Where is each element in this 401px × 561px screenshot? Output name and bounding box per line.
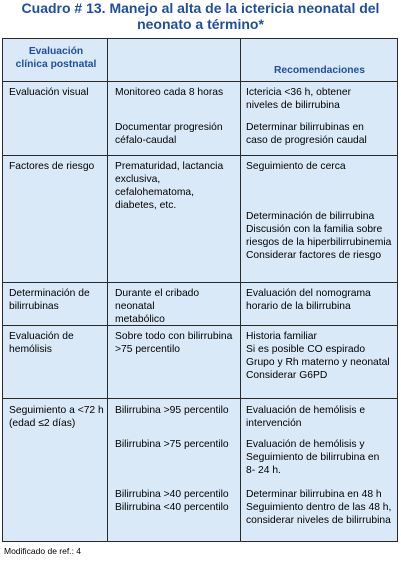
column-divider-2 [240, 39, 241, 541]
row-3-method-1: Durante el cribado neonatal metabólico [115, 288, 200, 325]
row-2-evaluation: Factores de riesgo [9, 161, 95, 172]
table-row [3, 325, 397, 326]
table-row [3, 155, 397, 156]
row-2-recommendation-2: Determinación de bilirrubina Discusión con la familia sobre riesgos de la hiperbilirrubinemia Considerar factores de riesgo [246, 211, 392, 261]
row-2-recommendation-1: Seguimiento de cerca [246, 161, 346, 172]
row-5-method-1: Bilirrubina >95 percentilo [115, 405, 229, 416]
row-4-evaluation: Evaluación de hemólisis [9, 331, 74, 355]
row-1-recommendation-1: Ictericia <36 h, obtener niveles de bilirrubina [246, 87, 352, 111]
table-title-line-1: Cuadro # 13. Manejo al alta de la ictericia neonatal del [21, 0, 380, 16]
row-1-evaluation: Evaluación visual [9, 87, 89, 98]
row-1-method-1: Monitoreo cada 8 horas [115, 87, 224, 98]
row-5-evaluation: Seguimiento a <72 h (edad ≤2 días) [9, 405, 104, 429]
row-5-recommendation-2: Evaluación de hemólisis y Seguimiento de bilirrubina en 8- 24 h. [246, 439, 380, 476]
table-row [3, 81, 397, 82]
row-5-method-3: Bilirrubina >40 percentilo Bilirrubina <40 percentilo [115, 489, 229, 513]
table-row [3, 398, 397, 399]
row-2-method-1: Prematuridad, lactancia exclusiva, cefalohematoma, diabetes, etc. [115, 161, 224, 211]
row-5-recommendation-3: Determinar bilirrubina en 48 h Seguimiento dentro de las 48 h, considerar niveles de bilirrubina [246, 489, 392, 526]
table-row [3, 282, 397, 283]
row-4-recommendation-1: Historia familiar Si es posible CO espirado Grupo y Rh materno y neonatal Considerar G6PD [246, 331, 390, 381]
header-recommendations: Recomendaciones [274, 65, 365, 76]
header-clinical-evaluation: Evaluación clínica postnatal [15, 46, 97, 70]
row-1-recommendation-2: Determinar bilirrubinas en caso de progresión caudal [246, 122, 367, 146]
row-5-recommendation-1: Evaluación de hemólisis e intervención [246, 405, 366, 429]
row-1-method-2: Documentar progresión céfalo-caudal [115, 122, 223, 146]
row-3-evaluation: Determinación de bilirrubinas [9, 288, 90, 312]
column-divider-1 [107, 39, 108, 541]
row-5-method-2: Bilirrubina >75 percentilo [115, 439, 229, 450]
footnote: Modificado de ref.: 4 [4, 546, 82, 556]
management-table [2, 38, 398, 542]
row-3-recommendation-1: Evaluación del nomograma horario de la bilirrubina [246, 288, 371, 312]
table-title-line-2: neonato a término* [137, 16, 264, 32]
table-title [0, 0, 401, 32]
row-4-method-1: Sobre todo con bilirrubina >75 percentilo [115, 331, 233, 355]
